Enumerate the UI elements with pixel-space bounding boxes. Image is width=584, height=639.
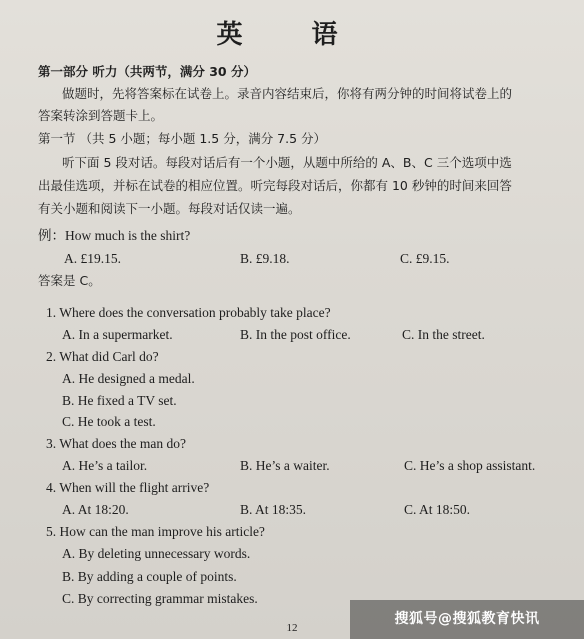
question-4-option-a: A. At 18:20. bbox=[62, 502, 129, 517]
page-title: 英 语 bbox=[216, 20, 368, 50]
intro-line-1: 做题时，先将答案标在试卷上。录音内容结束后，你将有两分钟的时间将试卷上的 bbox=[62, 86, 513, 101]
section1-heading: 第一节 （共 5 小题；每小题 1.5 分，满分 7.5 分） bbox=[38, 131, 327, 146]
question-5-option-b: B. By adding a couple of points. bbox=[62, 569, 237, 584]
example-option-b: B. £9.18. bbox=[240, 251, 290, 266]
page-number: 12 bbox=[286, 622, 298, 634]
example-option-c: C. £9.15. bbox=[400, 251, 450, 266]
question-5-stem: 5. How can the man improve his article? bbox=[46, 524, 265, 539]
question-4-option-b: B. At 18:35. bbox=[240, 502, 307, 517]
question-1-option-a: A. In a supermarket. bbox=[62, 327, 173, 342]
question-5-option-a: A. By deleting unnecessary words. bbox=[62, 546, 251, 561]
question-5-option-c: C. By correcting grammar mistakes. bbox=[62, 591, 258, 606]
question-1-option-b: B. In the post office. bbox=[240, 327, 351, 342]
example-answer: 答案是 C。 bbox=[38, 273, 101, 288]
instruction-line-3: 有关小题和阅读下一小题。每段对话仅读一遍。 bbox=[38, 201, 301, 216]
question-2-stem: 2. What did Carl do? bbox=[46, 349, 159, 364]
question-4-stem: 4. When will the flight arrive? bbox=[46, 480, 210, 495]
question-1-stem: 1. Where does the conversation probably take place? bbox=[46, 305, 331, 320]
question-3-option-b: B. He’s a waiter. bbox=[240, 458, 330, 473]
question-2-option-a: A. He designed a medal. bbox=[62, 371, 195, 386]
instruction-line-1: 听下面 5 段对话。每段对话后有一个小题，从题中所给的 A、B、C 三个选项中选 bbox=[62, 155, 512, 170]
instruction-line-2: 出最佳选项，并标在试卷的相应位置。听完每段对话后，你都有 10 秒钟的时间来回答 bbox=[38, 178, 512, 193]
example-question: 例：How much is the shirt? bbox=[38, 228, 191, 243]
question-4-option-c: C. At 18:50. bbox=[404, 502, 471, 517]
question-2-option-c: C. He took a test. bbox=[62, 414, 156, 429]
question-2-option-b: B. He fixed a TV set. bbox=[62, 393, 177, 408]
question-3-option-a: A. He’s a tailor. bbox=[62, 458, 148, 473]
question-1-option-c: C. In the street. bbox=[402, 327, 485, 342]
part1-heading: 第一部分 听力（共两节，满分 30 分） bbox=[38, 64, 256, 79]
intro-line-2: 答案转涂到答题卡上。 bbox=[38, 108, 164, 123]
source-watermark: 搜狐号@搜狐教育快讯 bbox=[350, 600, 584, 639]
question-3-option-c: C. He’s a shop assistant. bbox=[404, 458, 536, 473]
question-3-stem: 3. What does the man do? bbox=[46, 436, 186, 451]
example-option-a: A. £19.15. bbox=[64, 251, 121, 266]
